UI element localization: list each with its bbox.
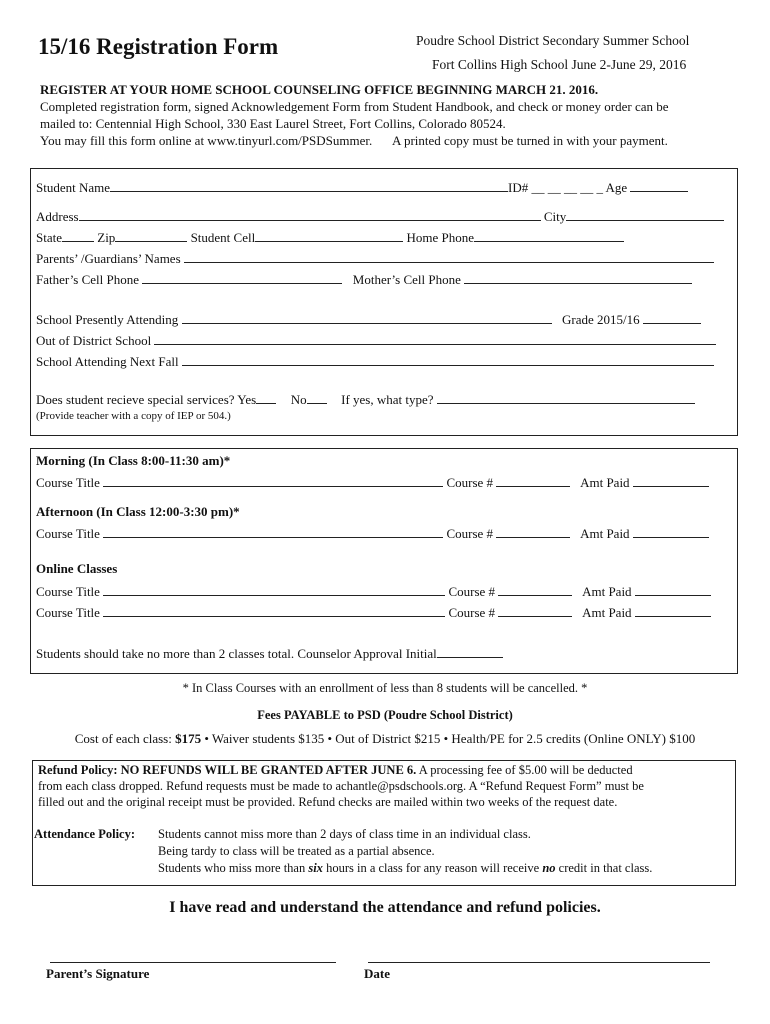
cost-rest: • Waiver students $135 • Out of District $215 • Health/PE for 2.5 credits (Online ONLY) $100: [201, 731, 696, 746]
online-heading: Online Classes: [36, 561, 118, 576]
acknowledgement-statement: I have read and understand the attendance and refund policies.: [169, 899, 601, 916]
address-field[interactable]: [79, 208, 541, 221]
morning-course-row: [36, 474, 709, 491]
age-field[interactable]: [630, 179, 688, 192]
parent-phones-row: [36, 271, 692, 288]
student-cell-field[interactable]: [255, 229, 403, 242]
counselor-initial-field[interactable]: [437, 645, 503, 658]
city-label: City: [543, 209, 567, 224]
printed-copy-note: A printed copy must be turned in with your payment.: [392, 133, 668, 148]
out-district-row: [36, 332, 716, 349]
amt-paid-label: Amt Paid: [580, 475, 630, 490]
amt-paid-label: Amt Paid: [582, 605, 632, 620]
date-line[interactable]: [368, 962, 710, 963]
att3-no: no: [542, 861, 556, 875]
grade-field[interactable]: [643, 311, 701, 324]
mother-phone-field[interactable]: [464, 271, 692, 284]
special-no-label: No: [290, 392, 307, 407]
afternoon-amt-paid-field[interactable]: [633, 525, 709, 538]
cost-line: [0, 731, 770, 747]
address-label: Address: [36, 209, 79, 224]
student-cell-label: Student Cell: [190, 230, 256, 245]
online-course-number-field-2[interactable]: [498, 604, 572, 617]
online-course-title-field-1[interactable]: [103, 583, 445, 596]
course-number-label: Course #: [448, 584, 496, 599]
online-course-number-field-1[interactable]: [498, 583, 572, 596]
afternoon-course-number-field[interactable]: [496, 525, 570, 538]
parents-field[interactable]: [184, 250, 714, 263]
state-label: State: [36, 230, 62, 245]
city-field[interactable]: [566, 208, 724, 221]
cancel-note: * In Class Courses with an enrollment of less than 8 students will be cancelled. *: [182, 681, 588, 695]
date-label: Date: [364, 966, 390, 981]
intro-line-3: [40, 133, 668, 149]
parent-signature-label: Parent’s Signature: [46, 966, 150, 981]
contact-row: [36, 229, 624, 246]
morning-heading: Morning (In Class 8:00-11:30 am)*: [36, 453, 231, 468]
course-title-label: Course Title: [36, 584, 100, 599]
page-title: 15/16 Registration Form: [38, 34, 279, 59]
out-district-label: Out of District School: [36, 333, 152, 348]
special-no-field[interactable]: [307, 391, 327, 404]
refund-text-1: A processing fee of $5.00 will be deducted: [416, 763, 633, 777]
online-amt-paid-field-1[interactable]: [635, 583, 711, 596]
location-dates: Fort Collins High School June 2-June 29, 2016: [432, 57, 687, 72]
special-services-question: Does student recieve special services? Yes: [36, 392, 257, 407]
refund-line-1: [38, 763, 633, 778]
att3-part-c: hours in a class for any reason will receive: [322, 861, 543, 875]
father-phone-label: Father’s Cell Phone: [36, 272, 140, 287]
zip-label: Zip: [97, 230, 116, 245]
student-name-field[interactable]: [110, 179, 508, 192]
parent-signature-line[interactable]: [50, 962, 336, 963]
home-phone-label: Home Phone: [406, 230, 474, 245]
school-name: Poudre School District Secondary Summer School: [416, 33, 690, 48]
afternoon-heading: Afternoon (In Class 12:00-3:30 pm)*: [36, 504, 240, 519]
address-row: [36, 208, 724, 225]
student-name-label: Student Name: [36, 180, 111, 195]
father-phone-field[interactable]: [142, 271, 342, 284]
amt-paid-label: Amt Paid: [580, 526, 630, 541]
att3-part-e: credit in that class.: [555, 861, 653, 875]
register-headline: REGISTER AT YOUR HOME SCHOOL COUNSELING OFFICE BEGINNING MARCH 21. 2016.: [40, 82, 599, 97]
school-attending-label: School Presently Attending: [36, 312, 179, 327]
course-number-label: Course #: [446, 526, 494, 541]
cost-amount: $175: [175, 731, 202, 746]
school-attending-field[interactable]: [182, 311, 552, 324]
amt-paid-label: Amt Paid: [582, 584, 632, 599]
next-fall-label: School Attending Next Fall: [36, 354, 179, 369]
att3-six: six: [308, 861, 323, 875]
id-label: ID#: [508, 180, 529, 195]
refund-policy-label: Refund Policy: NO REFUNDS WILL BE GRANTED AFTER JUNE 6.: [38, 763, 417, 777]
morning-amt-paid-field[interactable]: [633, 474, 709, 487]
fees-payable: Fees PAYABLE to PSD (Poudre School District): [257, 708, 513, 722]
school-row: [36, 311, 701, 328]
intro-line-1: Completed registration form, signed Acknowledgement Form from Student Handbook, and check or money order can be: [40, 99, 669, 114]
course-title-label: Course Title: [36, 605, 100, 620]
next-fall-row: [36, 353, 714, 370]
attendance-line-1: Students cannot miss more than 2 days of class time in an individual class.: [158, 827, 531, 841]
att3-part-a: Students who miss more than: [158, 861, 309, 875]
online-amt-paid-field-2[interactable]: [635, 604, 711, 617]
online-course-row-2: [36, 604, 711, 621]
iep-note: (Provide teacher with a copy of IEP or 504.): [36, 410, 231, 422]
special-yes-field[interactable]: [256, 391, 276, 404]
class-limit-note: Students should take no more than 2 classes total. Counselor Approval Initial: [36, 646, 437, 661]
cost-prefix: Cost of each class:: [74, 731, 176, 746]
zip-field[interactable]: [115, 229, 187, 242]
class-limit-row: [36, 645, 503, 662]
attendance-line-3: [158, 861, 652, 876]
grade-label: Grade 2015/16: [562, 312, 640, 327]
morning-course-number-field[interactable]: [496, 474, 570, 487]
out-district-field[interactable]: [154, 332, 716, 345]
age-label: Age: [605, 180, 628, 195]
parents-row: [36, 250, 714, 267]
course-number-label: Course #: [446, 475, 494, 490]
afternoon-course-row: [36, 525, 709, 542]
special-type-field[interactable]: [437, 391, 695, 404]
next-fall-field[interactable]: [182, 353, 714, 366]
morning-course-title-field[interactable]: [103, 474, 443, 487]
course-title-label: Course Title: [36, 475, 100, 490]
course-number-label: Course #: [448, 605, 496, 620]
afternoon-course-title-field[interactable]: [103, 525, 443, 538]
online-course-title-field-2[interactable]: [103, 604, 445, 617]
id-field[interactable]: __ __ __ __ _: [531, 180, 603, 195]
course-title-label: Course Title: [36, 526, 100, 541]
state-field[interactable]: [62, 229, 94, 242]
mother-phone-label: Mother’s Cell Phone: [352, 272, 461, 287]
online-link-text: You may fill this form online at www.tinyurl.com/PSDSummer.: [40, 133, 373, 148]
student-name-row: [36, 179, 688, 196]
special-services-row: [36, 391, 695, 408]
special-type-label: If yes, what type?: [341, 392, 434, 407]
online-course-row-1: [36, 583, 711, 600]
home-phone-field[interactable]: [474, 229, 624, 242]
refund-line-3: filled out and the original receipt must be provided. Refund checks are mailed within two weeks of the request date.: [38, 795, 618, 809]
parents-label: Parents’ /Guardians’ Names: [36, 251, 181, 266]
attendance-policy-label: Attendance Policy:: [34, 827, 136, 841]
attendance-line-2: Being tardy to class will be treated as a partial absence.: [158, 844, 435, 858]
refund-line-2: from each class dropped. Refund requests must be made to achantle@psdschools.org. A “Refund Request Form” must be: [38, 779, 644, 793]
intro-line-2: mailed to: Centennial High School, 330 East Laurel Street, Fort Collins, Colorado 80524.: [40, 116, 506, 131]
